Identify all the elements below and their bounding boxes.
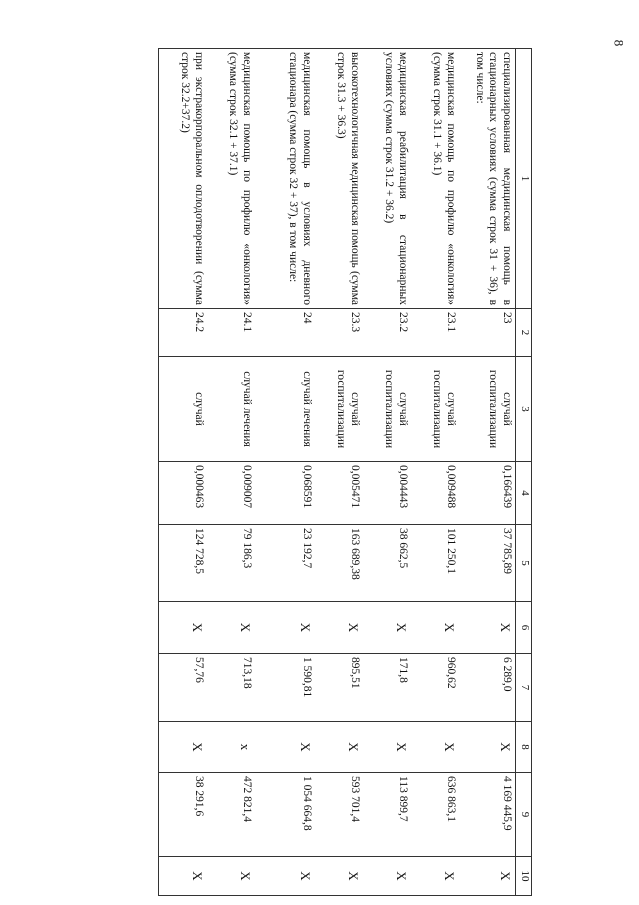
total-amount-cell: 472 821,4 [207, 773, 255, 857]
column-8-cell: X [315, 722, 363, 773]
row-label-cell: медицинская помощь по профилю «онкология» (сумма строк 32.1 + 37.1) [207, 49, 255, 309]
unit-cell: случай лечения [255, 357, 315, 462]
row-label-cell: медицинская помощь по профилю «онкология» (сумма строк 31.1 + 36.1) [411, 49, 459, 309]
header-cell: 5 [516, 525, 532, 602]
column-8-cell: X [255, 722, 315, 773]
column-10-cell: X [255, 857, 315, 896]
column-10-cell: X [207, 857, 255, 896]
column-8-cell: X [363, 722, 411, 773]
column-8-cell: X [411, 722, 459, 773]
volume-norm-cell: 0,166439 [459, 462, 516, 525]
page-number: 8 [611, 39, 627, 47]
row-label-cell: специализированная медицинская помощь в стационарных условиях (сумма строк 31 + 36), в том числе: [459, 49, 516, 309]
per-capita-cell: 6 289,0 [459, 654, 516, 722]
unit-cell: случай госпитализации [315, 357, 363, 462]
row-label-cell: медицинская реабилитация в стационарных условиях (сумма строк 31.2 + 36.2) [363, 49, 411, 309]
table-row [159, 49, 208, 896]
table-row [207, 49, 255, 896]
volume-norm-cell: 0,004443 [363, 462, 411, 525]
cost-norm-cell: 124 728,5 [159, 525, 208, 602]
column-6-cell: X [363, 602, 411, 654]
row-label-cell: высокотехнологичная медицинская помощь (сумма строк 31.3 + 36.3) [315, 49, 363, 309]
row-code-cell: 23 [459, 309, 516, 357]
rotated-page-content [112, 48, 532, 895]
header-cell: 7 [516, 654, 532, 722]
expenditure-table [158, 48, 532, 896]
header-cell: 6 [516, 602, 532, 654]
column-8-cell: X [459, 722, 516, 773]
per-capita-cell: 960,62 [411, 654, 459, 722]
row-code-cell: 24.2 [159, 309, 208, 357]
column-6-cell: X [159, 602, 208, 654]
volume-norm-cell: 0,009488 [411, 462, 459, 525]
column-6-cell: X [255, 602, 315, 654]
header-cell: 2 [516, 309, 532, 357]
row-code-cell: 24 [255, 309, 315, 357]
header-cell: 10 [516, 857, 532, 896]
table-row [459, 49, 516, 896]
cost-norm-cell: 37 785,89 [459, 525, 516, 602]
per-capita-cell: 57,76 [159, 654, 208, 722]
total-amount-cell: 4 169 445,9 [459, 773, 516, 857]
header-cell: 8 [516, 722, 532, 773]
cost-norm-cell: 79 186,3 [207, 525, 255, 602]
row-code-cell: 23.1 [411, 309, 459, 357]
table-body [159, 49, 532, 896]
cost-norm-cell: 23 192,7 [255, 525, 315, 602]
column-10-cell: X [459, 857, 516, 896]
per-capita-cell: 171,8 [363, 654, 411, 722]
column-10-cell: X [315, 857, 363, 896]
header-cell: 3 [516, 357, 532, 462]
table-row [315, 49, 363, 896]
cost-norm-cell: 38 662,5 [363, 525, 411, 602]
row-code-cell: 23.3 [315, 309, 363, 357]
per-capita-cell: 1 590,81 [255, 654, 315, 722]
unit-cell: случай госпитализации [363, 357, 411, 462]
column-10-cell: X [411, 857, 459, 896]
total-amount-cell: 636 863,1 [411, 773, 459, 857]
unit-cell: случай [159, 357, 208, 462]
header-cell: 9 [516, 773, 532, 857]
table-row [363, 49, 411, 896]
cost-norm-cell: 163 689,38 [315, 525, 363, 602]
volume-norm-cell: 0,000463 [159, 462, 208, 525]
row-label-cell: медицинская помощь в условиях дневного стационара (сумма строк 32 + 37), в том числе: [255, 49, 315, 309]
volume-norm-cell: 0,068591 [255, 462, 315, 525]
volume-norm-cell: 0,005471 [315, 462, 363, 525]
column-6-cell: X [315, 602, 363, 654]
table-header-row [516, 49, 532, 896]
volume-norm-cell: 0,009007 [207, 462, 255, 525]
header-cell: 1 [516, 49, 532, 309]
column-6-cell: X [207, 602, 255, 654]
column-6-cell: X [459, 602, 516, 654]
cost-norm-cell: 101 250,1 [411, 525, 459, 602]
unit-cell: случай лечения [207, 357, 255, 462]
unit-cell: случай госпитализации [459, 357, 516, 462]
total-amount-cell: 1 054 664,8 [255, 773, 315, 857]
column-6-cell: X [411, 602, 459, 654]
column-10-cell: X [159, 857, 208, 896]
header-cell: 4 [516, 462, 532, 525]
row-code-cell: 23.2 [363, 309, 411, 357]
total-amount-cell: 113 899,7 [363, 773, 411, 857]
per-capita-cell: 895,51 [315, 654, 363, 722]
column-10-cell: X [363, 857, 411, 896]
unit-cell: случай госпитализации [411, 357, 459, 462]
column-8-cell: X [159, 722, 208, 773]
total-amount-cell: 593 701,4 [315, 773, 363, 857]
table-row [255, 49, 315, 896]
row-label-cell: при экстракорпоральном оплодотворении (сумма строк 32.2+37.2) [159, 49, 208, 309]
total-amount-cell: 38 291,6 [159, 773, 208, 857]
table-row [411, 49, 459, 896]
row-code-cell: 24.1 [207, 309, 255, 357]
per-capita-cell: 713,18 [207, 654, 255, 722]
column-8-cell: x [207, 722, 255, 773]
